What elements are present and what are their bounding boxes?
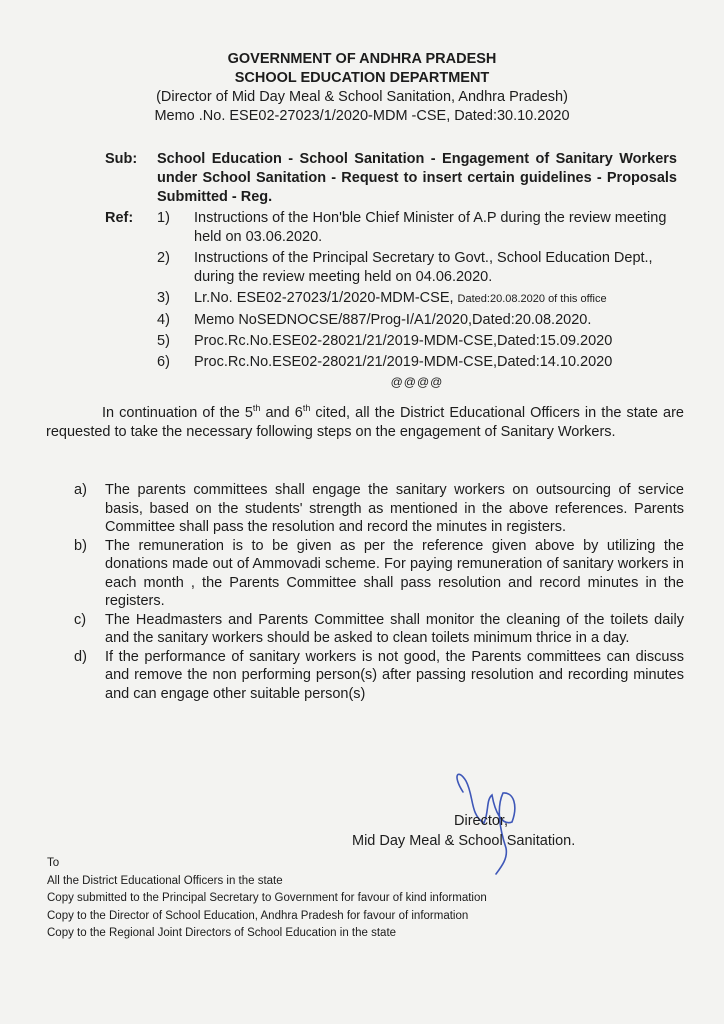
instructions-list — [74, 481, 684, 703]
signatory-title: Director, — [454, 813, 508, 829]
list-item — [74, 537, 684, 611]
item-marker: a) — [74, 482, 87, 498]
reference-item — [157, 209, 677, 247]
reference-number: 6) — [157, 354, 170, 370]
item-marker: c) — [74, 611, 87, 628]
list-item — [74, 648, 684, 704]
reference-text: Proc.Rc.No.ESE02-28021/21/2019-MDM-CSE,Dated:14.10.2020 — [194, 354, 613, 370]
item-text: The parents committees shall engage the sanitary workers on outsourcing of service basis, based on the students' strength as mentioned in the above references. Parents Committee shall pass the resolution and record the minutes in registers. — [105, 482, 684, 535]
item-text: If the performance of sanitary workers is not good, the Parents committees can discuss and remove the non performing person(s) after passing resolution and recording minutes and can engage other suitable person(s) — [105, 648, 684, 702]
ordinal-suffix: th — [302, 403, 311, 413]
to-label: To — [47, 857, 60, 869]
reference-item — [157, 311, 677, 330]
item-marker: b) — [74, 537, 87, 554]
intro-text: In continuation of the 5 — [102, 404, 253, 421]
reference-text: Instructions of the Hon'ble Chief Minister of A.P during the review meeting held on 03.06.2020. — [194, 210, 667, 245]
subject-label: Sub: — [105, 151, 138, 167]
distribution-line: Copy submitted to the Principal Secretary to Government for favour of kind information — [47, 892, 487, 904]
intro-text: and 6 — [260, 404, 303, 421]
ordinal-suffix: th — [252, 403, 261, 413]
distribution-list — [47, 855, 487, 943]
list-item — [74, 481, 684, 537]
subject-text: School Education - School Sanitation - Engagement of Sanitary Workers under School Sanitation - Request to insert certain guidelines - Proposals Submitted - Reg. — [157, 151, 677, 205]
item-text: The remuneration is to be given as per the reference given above by utilizing the donations made out of Ammovadi scheme. For paying remuneration of sanitary workers in each month , the Parents Committee shall pass resolution and record minutes in the registers. — [105, 537, 684, 609]
reference-date: Dated:20.08.2020 of this office — [457, 293, 607, 305]
reference-text: Instructions of the Principal Secretary to Govt., School Education Dept., during the review meeting held on 04.06.2020. — [194, 250, 653, 285]
letterhead — [0, 50, 724, 126]
intro-text: cited, all the District Educational Officers in the state are requested to take the necessary following steps on the engagement of Sanitary Workers. — [46, 404, 684, 441]
list-item — [74, 611, 684, 648]
item-marker: d) — [74, 648, 87, 665]
distribution-line: All the District Educational Officers in the state — [47, 874, 283, 887]
reference-number: 4) — [157, 312, 170, 328]
reference-item — [157, 289, 677, 309]
section-separator: @@@@ — [390, 375, 444, 389]
reference-number: 1) — [157, 210, 170, 226]
reference-text: Proc.Rc.No.ESE02-28021/21/2019-MDM-CSE,Dated:15.09.2020 — [194, 333, 613, 349]
reference-text: Memo NoSEDNOCSE/887/Prog-I/A1/2020,Dated:20.08.2020. — [194, 312, 592, 328]
reference-number: 2) — [157, 250, 170, 266]
item-text: The Headmasters and Parents Committee shall monitor the cleaning of the toilets daily and the sanitary workers should be asked to clean toilets minimum thrice in a day. — [105, 611, 684, 646]
reference-item — [157, 249, 677, 287]
distribution-line: Copy to the Director of School Education, Andhra Pradesh for favour of information — [47, 909, 469, 922]
signatory-office: Mid Day Meal & School Sanitation. — [352, 833, 576, 849]
intro-paragraph — [46, 399, 684, 443]
references-label: Ref: — [105, 210, 134, 226]
reference-item — [157, 353, 677, 372]
govt-name: GOVERNMENT OF ANDHRA PRADESH — [227, 51, 497, 67]
subject-block — [105, 150, 677, 207]
directorate-name: (Director of Mid Day Meal & School Sanitation, Andhra Pradesh) — [156, 89, 568, 105]
reference-number: 5) — [157, 333, 170, 349]
reference-text: Lr.No. ESE02-27023/1/2020-MDM-CSE, — [194, 290, 454, 306]
department-name: SCHOOL EDUCATION DEPARTMENT — [234, 70, 490, 86]
references-block — [105, 209, 677, 391]
memo-number: Memo .No. ESE02-27023/1/2020-MDM -CSE, Dated:30.10.2020 — [154, 108, 570, 124]
distribution-line: Copy to the Regional Joint Directors of School Education in the state — [47, 927, 397, 939]
reference-item — [157, 332, 677, 351]
reference-number: 3) — [157, 290, 170, 306]
